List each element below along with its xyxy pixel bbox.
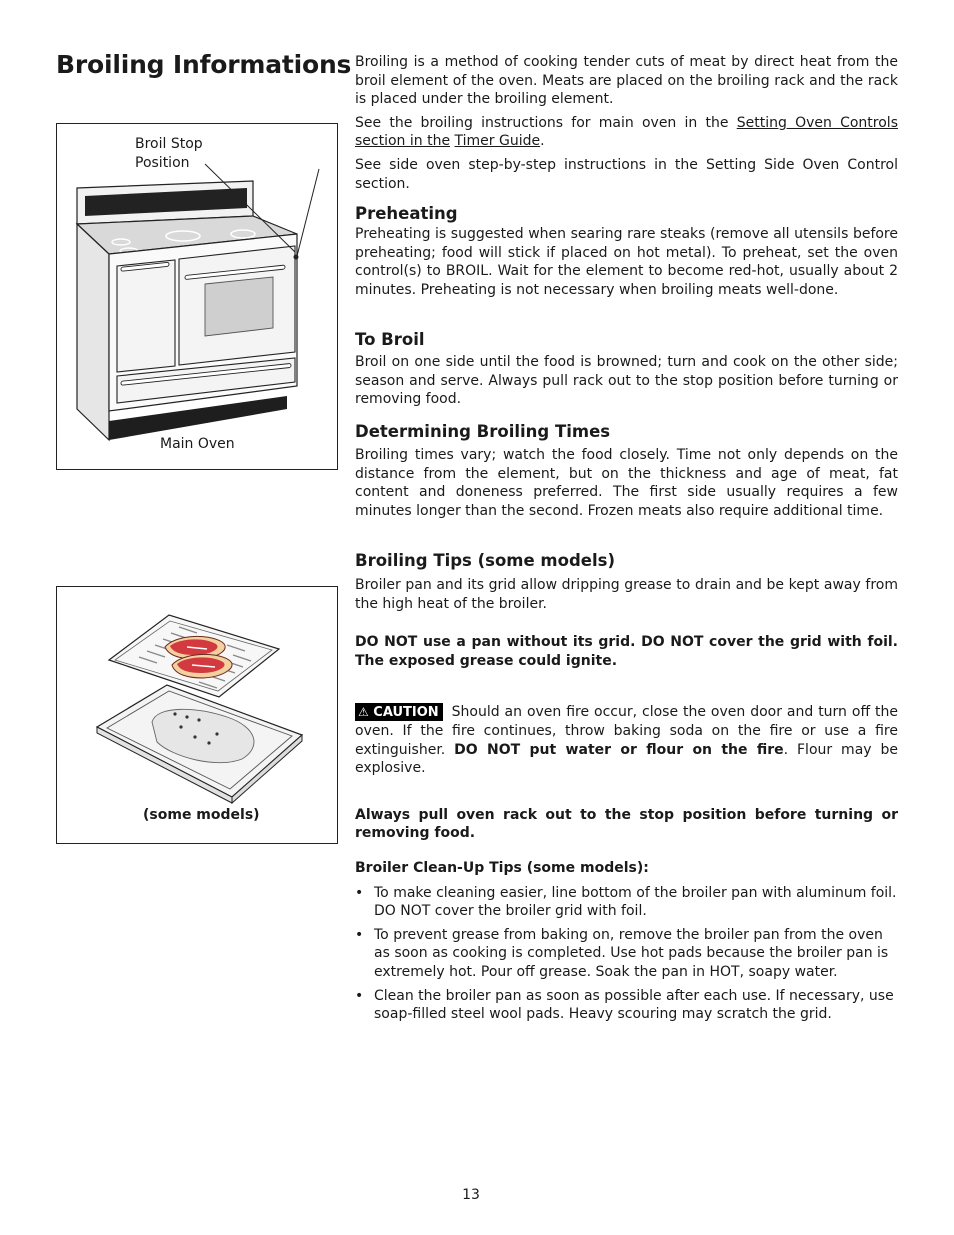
broiler-pan-illustration [57,587,337,843]
broil-stop-label-line1: Broil Stop [135,136,203,152]
intro-paragraph-3: See side oven step-by-step instructions in the Setting Side Oven Control section. [355,156,898,192]
caution-label: CAUTION [373,705,439,721]
intro-section [355,53,898,193]
intro-paragraph-2 [355,114,898,151]
timer-guide-link[interactable]: Timer Guide [454,133,541,150]
preheating-section [355,203,898,299]
grid-warning-text: DO NOT use a pan without its grid. DO NOT cover the grid with foil. The exposed grease could ignite. [355,634,898,669]
list-item [355,926,898,982]
to-broil-heading: To Broil [355,330,425,349]
caution-text: Should an oven fire occur, close the oven door and turn off the oven. If the fire continues, throw baking soda on the fire or use a fire extinguisher. [355,704,898,758]
setting-oven-controls-link[interactable]: Setting Oven Controls section in the [355,114,898,150]
bullet-icon: • [355,987,364,1004]
intro-p2-text: See the broiling instructions for main oven in the [355,114,737,131]
broiling-times-heading: Determining Broiling Times [355,422,611,441]
intro-p2-end: . [540,133,545,150]
bullet-icon: • [355,884,364,901]
preheating-heading: Preheating [355,204,458,223]
cleanup-item-text: To prevent grease from baking on, remove the broiler pan from the oven as soon as cooking is completed. Use hot pads because the broiler pan is extremely hot. Pour off grease. Soak the pan in HOT, soapy water. [374,926,889,980]
list-item [355,987,898,1024]
warning-triangle-icon: ⚠ [358,705,369,720]
broiling-tips-heading: Broiling Tips (some models) [355,551,615,570]
to-broil-text: Broil on one side until the food is browned; turn and cook on the other side; season and serve. Always pull rack out to the stop position before turning or removing food. [355,354,898,408]
caution-badge [355,703,443,721]
broiling-times-section [355,421,898,520]
page-number: 13 [462,1187,480,1203]
broiling-tips-text: Broiler pan and its grid allow dripping grease to drain and be kept away from the high heat of the broiler. [355,577,898,612]
cleanup-item-text: Clean the broiler pan as soon as possible after each use. If necessary, use soap-filled steel wool pads. Heavy scouring may scratch the grid. [374,987,894,1023]
to-broil-section [355,329,898,409]
page-title: Broiling Informations [56,50,352,79]
caution-paragraph [355,703,898,777]
oven-illustration [57,124,337,469]
caution-end-text: . Flour may be explosive. [355,741,898,777]
cleanup-list [355,884,898,1024]
broil-stop-label-line2: Position [135,155,190,171]
cleanup-heading: Broiler Clean-Up Tips (some models): [355,860,649,876]
cleanup-section [355,859,898,1029]
list-item [355,884,898,921]
main-oven-label: Main Oven [160,436,235,452]
broiler-pan-figure [56,586,338,844]
bullet-icon: • [355,926,364,943]
cleanup-item-text: To make cleaning easier, line bottom of the broiler pan with aluminum foil. DO NOT cover the broiler grid with foil. [374,884,897,920]
broiling-times-text: Broiling times vary; watch the food closely. Time not only depends on the distance from the element, but on the thickness and age of meat, fat content and doneness preferred. The first side usually requires a few minutes longer than the second. Frozen meats also require additional time. [355,447,898,519]
rack-stop-warning: Always pull oven rack out to the stop position before turning or removing food. [355,806,898,842]
preheating-text: Preheating is suggested when searing rare steaks (remove all utensils before preheating; food will stick if placed on hot metal). To preheat, set the oven control(s) to BROIL. Wait for the element to become red-hot, usually about 2 minutes. Preheating is not necessary when broiling meats well-done. [355,226,898,298]
broiler-pan-caption: (some models) [143,807,260,823]
intro-paragraph-1: Broiling is a method of cooking tender cuts of meat by direct heat from the broil element of the oven. Meats are placed on the broiling rack and the rack is placed under the broiling element. [355,54,898,108]
broiling-tips-section [355,550,898,843]
oven-figure [56,123,338,470]
caution-bold-text: DO NOT put water or flour on the fire [454,741,784,758]
